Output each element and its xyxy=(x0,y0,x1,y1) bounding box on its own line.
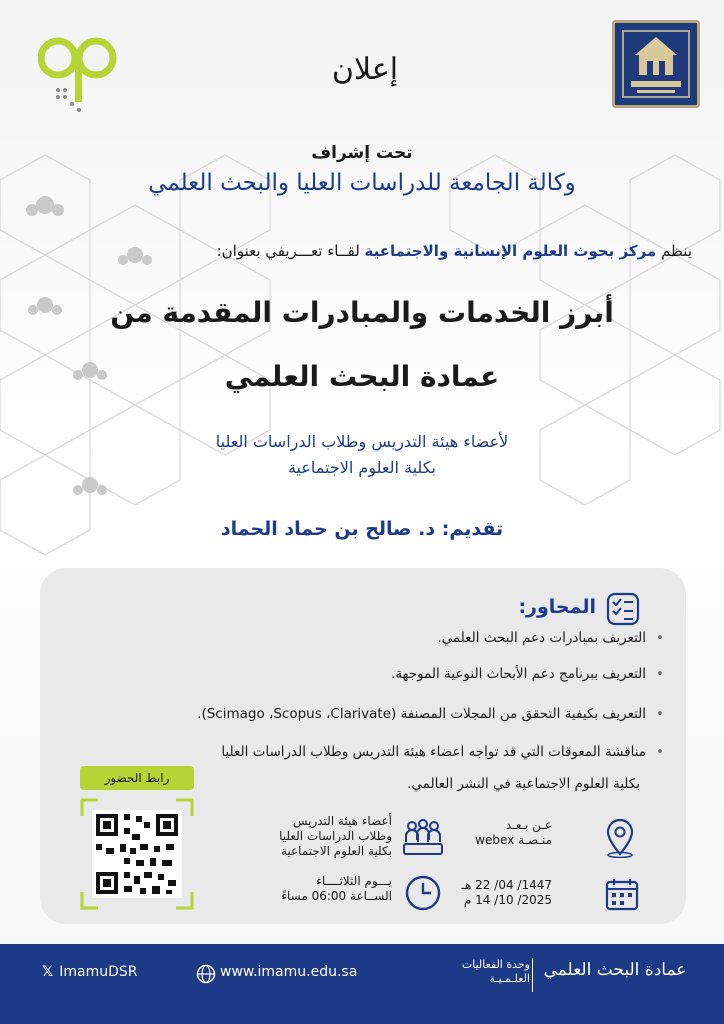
events-unit-label xyxy=(410,958,530,986)
event-title-line1: أبرز الخدمات والمبادرات المقدمة من xyxy=(110,296,614,329)
checklist-icon xyxy=(606,592,640,626)
website-link[interactable]: www.imamu.edu.sa xyxy=(220,964,358,980)
attendance-qr-code[interactable] xyxy=(80,798,194,910)
axis-item xyxy=(84,706,664,722)
footer-divider xyxy=(532,958,533,992)
globe-icon xyxy=(196,964,216,984)
bullet-dot: • xyxy=(656,744,664,760)
details-location xyxy=(460,818,552,848)
axis-item xyxy=(84,744,664,760)
event-title-line2: عمادة البحث العلمي xyxy=(224,360,500,393)
organizer-line xyxy=(30,242,692,260)
bullet-dot: • xyxy=(656,706,664,722)
axis-text: مناقشة المعوقات التي قد تواجه اعضاء هيئة التدريس وطلاب الدراسات العليا xyxy=(221,744,647,760)
events-unit-line1: وحدة الفعاليات xyxy=(461,958,530,971)
details-audience-line: وطلاب الدراسات العليا xyxy=(279,829,392,843)
announcement-heading: إعلان xyxy=(331,52,399,87)
details-location-line: منـصـة webex xyxy=(475,833,552,847)
location-pin-icon xyxy=(604,818,636,858)
details-audience-line: أعضاء هيئة التدريس xyxy=(292,814,392,828)
details-day-time xyxy=(240,874,392,904)
audience-line2: بكلية العلوم الاجتماعية xyxy=(287,458,437,477)
axis-text: التعريف بكيفية التحقق من المجلات المصنفة (Scimago ،Scopus ،Clarivate). xyxy=(197,706,647,722)
bullet-dot: • xyxy=(656,630,664,646)
organizer-suffix: لقــاء تعـــريفي بعنوان: xyxy=(216,242,360,260)
details-gregorian-date: 2025/ 10/ 14 م xyxy=(463,893,552,907)
events-unit-line2: العلـمـيـة xyxy=(489,972,530,985)
axis-text: التعريف ببرنامج دعم الأبحاث النوعية الموجهة. xyxy=(391,666,647,682)
twitter-handle[interactable] xyxy=(42,964,192,980)
details-date xyxy=(460,878,552,908)
deanship-name: عمادة البحث العلمي xyxy=(543,960,687,980)
calendar-icon xyxy=(604,876,640,912)
organizer-name: مركز بحوث العلوم الإنسانية والاجتماعية xyxy=(364,242,657,260)
axis-text: التعريف بمبادرات دعم البحث العلمي. xyxy=(437,630,647,646)
x-twitter-icon: 𝕏 xyxy=(42,964,54,980)
dsr-logo xyxy=(38,30,124,122)
attendance-link-label: رابط الحضور xyxy=(80,766,194,790)
audience-line1: لأعضاء هيئة التدريس وطلاب الدراسات العليا xyxy=(215,432,509,451)
footer-bar xyxy=(0,944,724,1024)
axes-title: المحاور: xyxy=(518,596,596,618)
details-location-line: عـن بـعـد xyxy=(505,818,552,832)
axis-item xyxy=(84,666,664,682)
details-audience-line: بكلية العلوم الاجتماعية xyxy=(280,844,392,858)
clock-icon xyxy=(404,874,442,912)
details-day-line: يـــوم الثلاثــــاء xyxy=(316,874,392,888)
twitter-handle-text: ImamuDSR xyxy=(59,964,138,980)
presenter: تقديم: د. صالح بن حماد الحماد xyxy=(220,518,504,540)
people-group-icon xyxy=(402,818,444,858)
imamu-university-logo xyxy=(612,20,700,108)
under-supervision-label: تحت إشراف xyxy=(311,143,413,163)
organizer-prefix: ينظم xyxy=(661,242,692,260)
bullet-dot: • xyxy=(656,666,664,682)
axis-item-continuation: بكلية العلوم الاجتماعية في النشر العالمي. xyxy=(407,776,640,792)
agency-name: وكالة الجامعة للدراسات العليا والبحث العلمي xyxy=(148,170,576,196)
axis-item xyxy=(84,630,664,646)
details-hijri-date: 1447/ 04/ 22 هـ xyxy=(461,878,552,892)
details-time-line: الســاعة 06:00 مساءً xyxy=(281,889,392,903)
details-audience xyxy=(240,814,392,859)
